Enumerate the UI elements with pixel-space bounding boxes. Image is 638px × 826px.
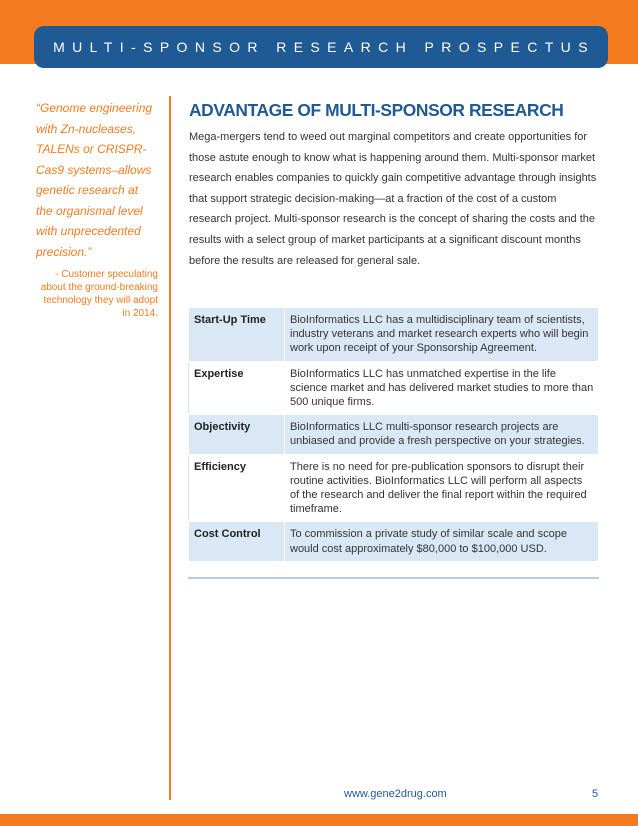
- row-term: Start-Up Time: [189, 308, 285, 362]
- sidebar-quote-block: [36, 98, 158, 320]
- row-term: Expertise: [189, 361, 285, 415]
- table-row: [189, 415, 599, 454]
- table-bottom-rule: [188, 577, 599, 579]
- row-term: Objectivity: [189, 415, 285, 454]
- intro-paragraph: Mega-mergers tend to weed out marginal competitors and create opportunities for those astute enough to know what is happening around them. Multi-sponsor market research enables companies to quickly gain competitive advantage through insights that support strategic decision-making—at a fraction of the cost of a custom research project. Multi-sponsor research is the concept of sharing the costs and the results with a select group of market participants at a significant discount months before the results are released for general sale.: [189, 131, 597, 267]
- row-term: Cost Control: [189, 522, 285, 561]
- table-row: [189, 361, 599, 415]
- advantages-table: [188, 307, 599, 562]
- row-description: BioInformatics LLC multi-sponsor research projects are unbiased and provide a fresh perspective on your strategies.: [285, 415, 599, 454]
- page-number: 5: [592, 788, 599, 800]
- row-term: Efficiency: [189, 454, 285, 522]
- vertical-divider: [169, 96, 171, 800]
- section-headline: ADVANTAGE OF MULTI-SPONSOR RESEARCH: [189, 100, 564, 120]
- row-description: There is no need for pre-publication sponsors to disrupt their routine activities. BioInformatics LLC will perform all aspects of the research and deliver the final report within the required timeframe.: [285, 454, 599, 522]
- header-title: MULTI-SPONSOR RESEARCH PROSPECTUS: [53, 39, 595, 55]
- main-content: [189, 100, 599, 271]
- footer-website-link[interactable]: www.gene2drug.com: [344, 788, 447, 800]
- quote-attribution: - Customer speculating about the ground-breaking technology they will adopt in 2014.: [40, 269, 158, 319]
- pull-quote: “Genome engineering with Zn-nucleases, TALENs or CRISPR-Cas9 systems–allows genetic research at the organismal level with unprecedented precision.”: [36, 101, 153, 259]
- table-row: [189, 308, 599, 362]
- row-description: BioInformatics LLC has unmatched expertise in the life science market and has delivered market studies to more than 500 unique firms.: [285, 361, 599, 415]
- header-banner: [34, 26, 608, 68]
- row-description: BioInformatics LLC has a multidisciplinary team of scientists, industry veterans and market research experts who will begin work upon receipt of your Sponsorship Agreement.: [285, 308, 599, 362]
- row-description: To commission a private study of similar scale and scope would cost approximately $80,000 to $100,000 USD.: [285, 522, 599, 561]
- bottom-orange-band: [0, 814, 638, 826]
- table-row: [189, 454, 599, 522]
- table-row: [189, 522, 599, 561]
